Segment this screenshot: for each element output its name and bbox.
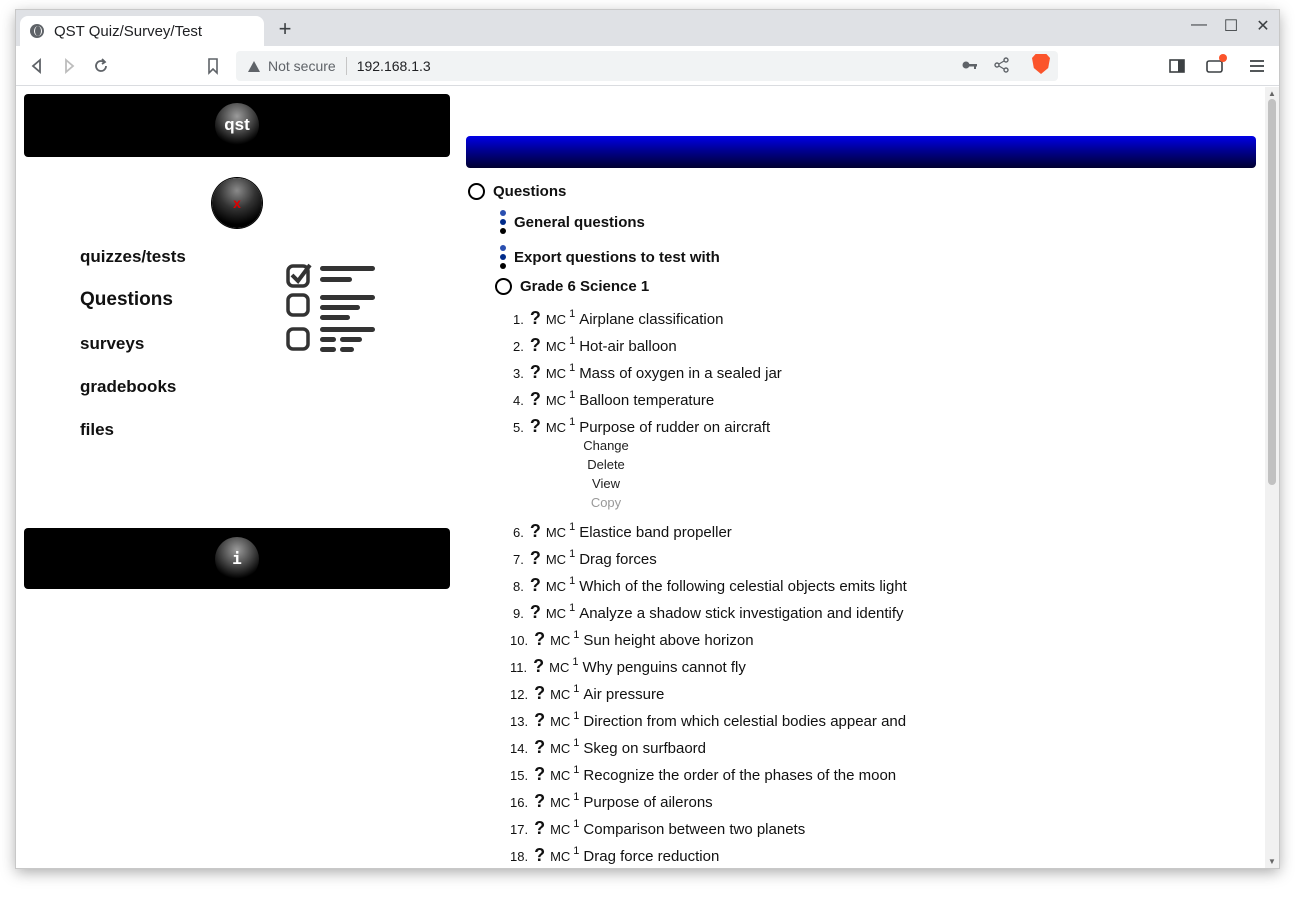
browser-toolbar	[16, 46, 1279, 86]
question-points: 1	[573, 791, 580, 803]
close-menu-button[interactable]: x	[212, 178, 262, 228]
kebab-icon	[500, 245, 506, 269]
question-number: 7.	[513, 552, 524, 567]
question-mark-icon[interactable]: ?	[529, 335, 541, 355]
scroll-up-arrow[interactable]: ▲	[1268, 89, 1276, 98]
question-points: 1	[569, 416, 576, 428]
page-viewport	[16, 87, 1265, 868]
question-item[interactable]	[510, 710, 906, 731]
question-number: 6.	[513, 525, 524, 540]
question-points: 1	[569, 521, 576, 533]
question-type: MC	[550, 795, 571, 810]
question-points: 1	[569, 362, 576, 374]
omnibox-divider	[346, 57, 347, 75]
question-points: 1	[569, 548, 576, 560]
question-type: MC	[545, 366, 567, 381]
question-item[interactable]	[513, 308, 723, 329]
menu-change[interactable]: Change	[583, 438, 629, 453]
question-type: MC	[550, 849, 571, 864]
question-title[interactable]: Sun height above horizon	[583, 632, 754, 649]
question-item[interactable]	[510, 629, 754, 650]
scroll-thumb[interactable]	[1268, 99, 1276, 485]
question-number: 15.	[510, 768, 529, 783]
menu-icon[interactable]	[1246, 55, 1268, 77]
question-mark-icon[interactable]: ?	[534, 845, 546, 865]
question-item[interactable]	[510, 764, 896, 785]
question-mark-icon[interactable]: ?	[534, 791, 546, 811]
question-mark-icon[interactable]: ?	[529, 575, 541, 595]
question-points: 1	[573, 710, 580, 722]
question-item[interactable]	[513, 521, 732, 542]
question-number: 4.	[513, 393, 524, 408]
question-points: 1	[573, 764, 580, 776]
question-item[interactable]	[510, 818, 805, 839]
question-type: MC	[545, 420, 567, 435]
question-number: 3.	[513, 366, 524, 381]
question-title[interactable]: Mass of oxygen in a sealed jar	[579, 365, 782, 382]
question-mark-icon[interactable]: ?	[534, 764, 546, 784]
warning-icon	[248, 61, 260, 72]
question-title[interactable]: Purpose of rudder on aircraft	[579, 419, 771, 436]
question-number: 17.	[510, 822, 529, 837]
url-text[interactable]: 192.168.1.3	[356, 58, 431, 74]
checklist-icon	[286, 263, 378, 355]
tree-folder-grade6[interactable]: Grade 6 Science 1	[495, 278, 649, 295]
question-title[interactable]: Analyze a shadow stick investigation and identify	[579, 605, 904, 622]
circle-icon	[468, 183, 485, 200]
scroll-down-arrow[interactable]: ▼	[1268, 857, 1276, 866]
question-mark-icon[interactable]: ?	[529, 389, 541, 409]
question-points: 1	[572, 656, 579, 668]
question-type: MC	[545, 579, 567, 594]
question-number: 14.	[510, 741, 529, 756]
question-mark-icon[interactable]: ?	[529, 362, 541, 382]
question-mark-icon[interactable]: ?	[529, 521, 541, 541]
notification-badge	[1219, 54, 1227, 62]
close-window-button[interactable]: ✕	[1256, 18, 1270, 35]
question-number: 11.	[510, 660, 528, 675]
question-type: MC	[550, 768, 571, 783]
question-number: 1.	[513, 312, 524, 327]
question-item[interactable]	[513, 548, 657, 569]
info-bar	[24, 528, 450, 589]
qst-logo-button[interactable]: qst	[215, 103, 259, 147]
question-number: 9.	[513, 606, 524, 621]
question-title[interactable]: Drag force reduction	[583, 848, 720, 865]
question-type: MC	[550, 822, 571, 837]
question-mark-icon[interactable]: ?	[534, 737, 546, 757]
question-type: MC	[550, 741, 571, 756]
question-points: 1	[573, 629, 580, 641]
sidebar-toggle-icon[interactable]	[1166, 55, 1188, 77]
address-bar[interactable]	[236, 51, 1058, 81]
key-icon[interactable]	[961, 55, 979, 75]
tab-strip	[16, 10, 1279, 46]
back-icon[interactable]	[26, 55, 48, 77]
question-mark-icon[interactable]: ?	[534, 683, 546, 703]
question-item[interactable]	[510, 791, 713, 812]
question-title[interactable]: Balloon temperature	[579, 392, 715, 409]
minimize-button[interactable]: —	[1191, 16, 1207, 33]
menu-delete[interactable]: Delete	[587, 457, 625, 472]
header-bar	[466, 136, 1256, 168]
question-item[interactable]	[513, 416, 770, 437]
question-mark-icon[interactable]: ?	[529, 416, 541, 436]
nav-surveys[interactable]: surveys	[80, 334, 145, 353]
question-number: 18.	[510, 849, 529, 864]
browser-window	[16, 10, 1279, 868]
question-title[interactable]: Comparison between two planets	[583, 821, 806, 838]
sidebar-nav	[24, 228, 450, 528]
question-type: MC	[550, 687, 571, 702]
question-title[interactable]: Elastice band propeller	[579, 524, 732, 541]
question-number: 12.	[510, 687, 529, 702]
question-number: 8.	[513, 579, 524, 594]
question-number: 16.	[510, 795, 529, 810]
info-button[interactable]: i	[215, 537, 259, 581]
question-item[interactable]	[513, 335, 677, 356]
nav-quizzes-tests[interactable]: quizzes/tests	[80, 247, 186, 266]
nav-questions[interactable]: Questions	[80, 289, 173, 310]
browser-tab[interactable]	[20, 16, 264, 46]
question-title[interactable]: Airplane classification	[579, 311, 724, 328]
question-type: MC	[550, 633, 571, 648]
forward-icon[interactable]	[58, 55, 80, 77]
logo-bar	[24, 94, 450, 157]
question-title[interactable]: Why penguins cannot fly	[582, 659, 746, 676]
nav-files[interactable]: files	[80, 420, 115, 439]
question-type: MC	[550, 714, 571, 729]
question-title[interactable]: Recognize the order of the phases of the moon	[583, 767, 897, 784]
page-scrollbar[interactable]	[1265, 87, 1279, 868]
maximize-button[interactable]: ☐	[1223, 18, 1239, 35]
security-indicator[interactable]: Not secure	[268, 58, 336, 74]
question-mark-icon[interactable]: ?	[529, 548, 541, 568]
bookmark-icon[interactable]	[202, 55, 224, 77]
nav-gradebooks[interactable]: gradebooks	[80, 377, 177, 396]
question-title[interactable]: Skeg on surfbaord	[583, 740, 706, 757]
question-type: MC	[545, 606, 567, 621]
question-points: 1	[573, 683, 580, 695]
tree-group-export[interactable]: Export questions to test with	[500, 245, 720, 269]
question-item[interactable]	[513, 389, 714, 410]
question-item[interactable]	[513, 575, 907, 596]
menu-view[interactable]: View	[592, 476, 620, 491]
question-item[interactable]	[510, 845, 719, 866]
question-item[interactable]	[510, 737, 706, 758]
question-number: 10.	[510, 633, 529, 648]
question-type: MC	[545, 393, 567, 408]
main-panel	[466, 94, 1256, 865]
question-item[interactable]	[513, 362, 782, 383]
question-points: 1	[573, 845, 580, 857]
new-tab-button[interactable]: +	[278, 16, 292, 41]
share-icon[interactable]	[993, 55, 1011, 75]
question-points: 1	[569, 389, 576, 401]
question-mark-icon[interactable]: ?	[534, 818, 546, 838]
question-type: MC	[545, 525, 567, 540]
question-points: 1	[573, 818, 580, 830]
question-type: MC	[549, 660, 570, 675]
question-number: 5.	[513, 420, 524, 435]
question-points: 1	[573, 737, 580, 749]
question-mark-icon[interactable]: ?	[533, 656, 545, 676]
question-type: MC	[545, 552, 567, 567]
question-mark-icon[interactable]: ?	[529, 308, 541, 328]
question-mark-icon[interactable]: ?	[529, 602, 541, 622]
circle-icon	[495, 278, 512, 295]
tab-title: QST Quiz/Survey/Test	[54, 22, 203, 40]
question-title[interactable]: Hot-air balloon	[579, 338, 677, 355]
question-type: MC	[545, 339, 567, 354]
globe-icon	[30, 24, 44, 38]
question-type: MC	[545, 312, 567, 327]
question-points: 1	[569, 575, 576, 587]
question-item[interactable]	[510, 656, 746, 677]
sidebar-panel	[24, 94, 450, 589]
menu-copy[interactable]: Copy	[590, 495, 622, 510]
question-item[interactable]	[510, 683, 664, 704]
question-points: 1	[569, 308, 576, 320]
question-mark-icon[interactable]: ?	[534, 629, 546, 649]
question-points: 1	[569, 335, 576, 347]
question-item[interactable]	[513, 602, 904, 623]
tree-root-questions[interactable]: Questions	[468, 183, 566, 200]
tree-group-general[interactable]: General questions	[500, 210, 645, 234]
question-mark-icon[interactable]: ?	[534, 710, 546, 730]
question-number: 2.	[513, 339, 524, 354]
question-number: 13.	[510, 714, 529, 729]
question-points: 1	[569, 602, 576, 614]
kebab-icon	[500, 210, 506, 234]
question-title[interactable]: Direction from which celestial bodies appear and	[583, 713, 907, 730]
question-title[interactable]: Air pressure	[583, 686, 665, 703]
question-title[interactable]: Which of the following celestial objects emits light	[579, 578, 907, 595]
question-title[interactable]: Drag forces	[579, 551, 657, 568]
reload-icon[interactable]	[90, 55, 112, 77]
question-title[interactable]: Purpose of ailerons	[583, 794, 713, 811]
